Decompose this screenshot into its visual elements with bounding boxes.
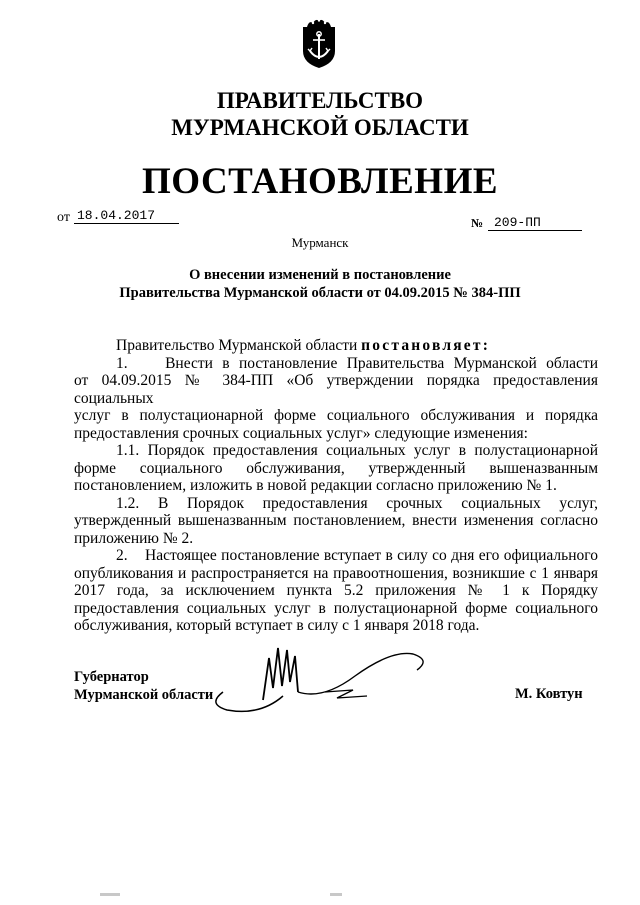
scan-artifact [100, 893, 120, 896]
clause-2-line: 2. Настоящее постановление вступает в силу со дня его официального [116, 547, 598, 564]
clause-1-1 [74, 442, 598, 495]
decree-body [74, 337, 598, 635]
document-city: Мурманск [291, 235, 349, 250]
clause-2-line: предоставления социальных услуг в полустационарной форме социального [74, 599, 598, 617]
clause-1-line: предоставления срочных социальных услуг» следующие изменения: [74, 424, 528, 442]
intro-paragraph [74, 337, 598, 355]
clause-1 [74, 355, 598, 443]
clause-1-line: услуг в полустационарной форме социального обслуживания и порядка [74, 407, 598, 424]
clause-1-2-line: утвержденный вышеназванным постановлением, внести изменения согласно [74, 512, 598, 529]
clause-1-1-line: постановлением, изложить в новой редакции согласно приложению № 1. [74, 477, 557, 494]
document-date: 18.04.2017 [74, 208, 179, 224]
intro-text: Правительство Мурманской области [116, 337, 362, 354]
subject-line2: Правительства Мурманской области от 04.09.2015 № 384-ПП [119, 285, 521, 301]
handwritten-signature [205, 630, 445, 720]
clause-1-2-line: 1.2. В Порядок предоставления срочных социальных услуг, [116, 494, 598, 512]
org-name-line1: ПРАВИТЕЛЬСТВО [216, 88, 424, 113]
clause-1-2-line: приложению № 2. [74, 529, 194, 547]
document-type-title: ПОСТАНОВЛЕНИЕ [141, 161, 499, 202]
clause-2-line: обслуживания, который вступает в силу с 1 января 2018 года. [74, 617, 480, 634]
org-name-line2: МУРМАНСКОЙ ОБЛАСТИ [171, 115, 469, 140]
subject-line1: О внесении изменений в постановление [189, 267, 451, 283]
clause-1-2 [74, 495, 598, 548]
scan-artifact [330, 893, 342, 896]
clause-1-1-line: 1.1. Порядок предоставления социальных услуг в полустационарной [116, 442, 598, 459]
signatory-title [74, 668, 213, 704]
signatory-title-line2: Мурманской области [74, 687, 214, 703]
clause-1-1-line: форме социального обслуживания, утвержденный вышеназванным [74, 459, 598, 477]
date-prefix: от [57, 210, 70, 225]
clause-2-line: 2017 года, за исключением пункта 5.2 приложения № 1 к Порядку [74, 582, 598, 599]
clause-2 [74, 547, 598, 635]
signatory-name: М. Ковтун [515, 686, 583, 702]
clause-1-line: 1. Внести в постановление Правительства Мурманской области [116, 354, 598, 372]
signatory-title-line1: Губернатор [74, 669, 149, 685]
coat-of-arms-icon [299, 17, 339, 69]
clause-2-line: опубликования и распространяется на правоотношения, возникшие с 1 января [74, 564, 598, 582]
number-label: № [471, 216, 484, 230]
clause-1-line: от 04.09.2015 № 384-ПП «Об утверждении порядка предоставления социальных [74, 372, 598, 407]
intro-decree-word: постановляет: [361, 337, 491, 354]
document-number: 209-ПП [488, 215, 582, 231]
